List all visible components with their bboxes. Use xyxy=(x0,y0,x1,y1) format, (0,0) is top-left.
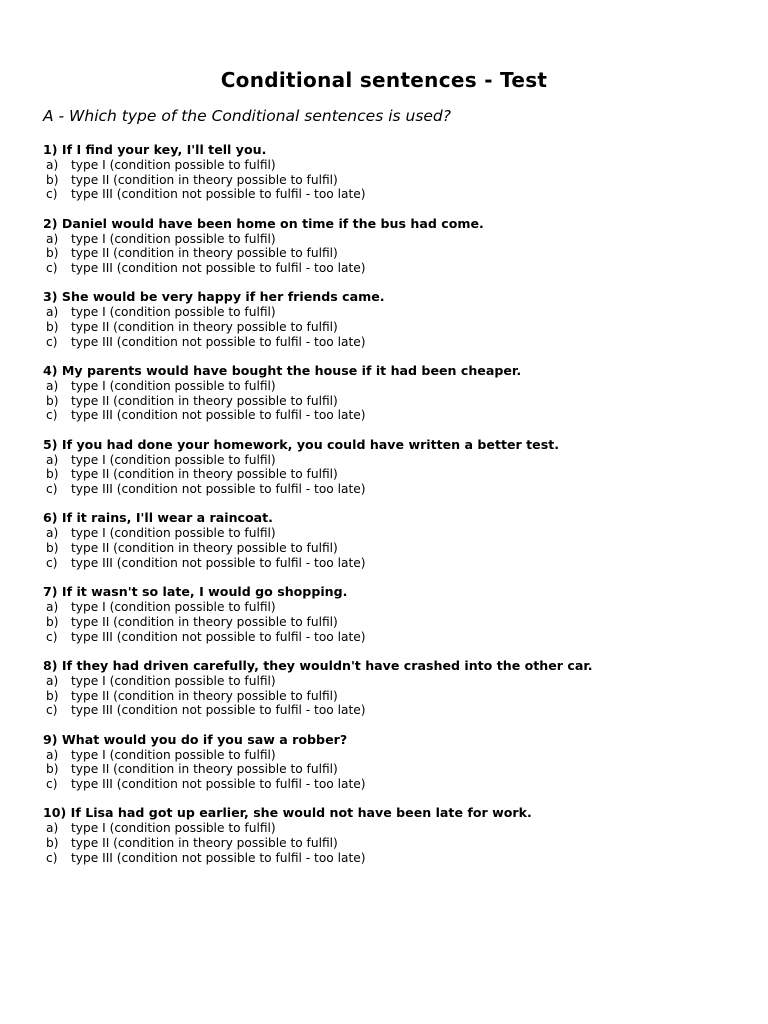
question-text: 7) If it wasn't so late, I would go shopping. xyxy=(43,584,348,600)
question-5 xyxy=(43,437,743,511)
option-text: type I (condition possible to fulfil) xyxy=(71,379,276,394)
option-letter: b) xyxy=(46,762,59,777)
option-letter: a) xyxy=(46,158,59,172)
option-letter: a) xyxy=(46,600,59,615)
option-letter: a) xyxy=(46,452,59,467)
option-text: type II (condition in theory possible to fulfil) xyxy=(71,688,338,703)
option-text: type I (condition possible to fulfil) xyxy=(71,305,276,320)
option-text: type II (condition in theory possible to fulfil) xyxy=(71,320,338,335)
question-text: 1) If I find your key, I'll tell you. xyxy=(43,142,267,157)
option-a[interactable] xyxy=(43,305,743,320)
option-letter: c) xyxy=(46,408,58,423)
option-b[interactable] xyxy=(43,173,743,188)
page-title: Conditional sentences - Test xyxy=(220,68,548,92)
question-2 xyxy=(43,216,743,290)
option-letter: b) xyxy=(46,246,59,261)
option-letter: c) xyxy=(46,703,58,718)
option-text: type I (condition possible to fulfil) xyxy=(71,747,276,762)
question-text: 10) If Lisa had got up earlier, she would not have been late for work. xyxy=(43,805,532,821)
option-b[interactable] xyxy=(43,320,743,335)
option-letter: c) xyxy=(46,261,58,276)
option-c[interactable] xyxy=(43,851,743,866)
option-letter: b) xyxy=(46,393,59,408)
option-letter: b) xyxy=(46,172,59,187)
question-list xyxy=(43,142,743,879)
option-letter: a) xyxy=(46,747,59,762)
option-c[interactable] xyxy=(43,630,743,645)
question-1 xyxy=(43,142,743,216)
option-text: type I (condition possible to fulfil) xyxy=(71,526,276,541)
question-text: 8) If they had driven carefully, they wouldn't have crashed into the other car. xyxy=(43,657,593,673)
option-text: type II (condition in theory possible to fulfil) xyxy=(71,614,338,629)
question-3 xyxy=(43,289,743,363)
option-letter: b) xyxy=(46,320,59,335)
option-letter: c) xyxy=(46,187,58,202)
option-text: type II (condition in theory possible to fulfil) xyxy=(71,835,338,850)
option-text: type III (condition not possible to fulfil - too late) xyxy=(71,261,366,276)
option-b[interactable] xyxy=(43,689,743,704)
question-text: 4) My parents would have bought the house if it had been cheaper. xyxy=(43,363,522,379)
option-letter: c) xyxy=(46,555,58,570)
option-a[interactable] xyxy=(43,379,743,394)
option-c[interactable] xyxy=(43,261,743,276)
option-text: type III (condition not possible to fulfil - too late) xyxy=(71,334,366,349)
question-text: 2) Daniel would have been home on time if the bus had come. xyxy=(43,215,484,231)
option-text: type I (condition possible to fulfil) xyxy=(71,452,276,467)
option-c[interactable] xyxy=(43,482,743,497)
option-b[interactable] xyxy=(43,836,743,851)
option-a[interactable] xyxy=(43,453,743,468)
option-b[interactable] xyxy=(43,615,743,630)
question-7 xyxy=(43,584,743,658)
option-c[interactable] xyxy=(43,703,743,718)
option-text: type III (condition not possible to fulfil - too late) xyxy=(71,776,366,791)
option-a[interactable] xyxy=(43,526,743,541)
option-text: type I (condition possible to fulfil) xyxy=(71,600,276,615)
option-letter: b) xyxy=(46,688,59,703)
option-b[interactable] xyxy=(43,762,743,777)
section-heading: A - Which type of the Conditional sentences is used? xyxy=(43,107,452,125)
option-letter: c) xyxy=(46,776,58,791)
option-text: type II (condition in theory possible to fulfil) xyxy=(71,246,338,261)
option-letter: c) xyxy=(46,334,58,349)
option-text: type III (condition not possible to fulfil - too late) xyxy=(71,482,366,497)
question-text: 9) What would you do if you saw a robber? xyxy=(43,731,348,747)
option-letter: b) xyxy=(46,614,59,629)
question-text: 6) If it rains, I'll wear a raincoat. xyxy=(43,510,273,526)
question-text: 5) If you had done your homework, you could have written a better test. xyxy=(43,436,560,452)
option-b[interactable] xyxy=(43,246,743,261)
option-letter: a) xyxy=(46,305,59,320)
option-letter: c) xyxy=(46,850,58,865)
option-letter: b) xyxy=(46,541,59,556)
option-text: type III (condition not possible to fulfil - too late) xyxy=(71,629,366,644)
option-letter: c) xyxy=(46,629,58,644)
option-a[interactable] xyxy=(43,600,743,615)
option-letter: a) xyxy=(46,673,59,688)
option-letter: c) xyxy=(46,482,58,497)
option-b[interactable] xyxy=(43,467,743,482)
option-c[interactable] xyxy=(43,335,743,350)
option-text: type II (condition in theory possible to fulfil) xyxy=(71,762,338,777)
option-letter: a) xyxy=(46,526,59,541)
option-text: type III (condition not possible to fulfil - too late) xyxy=(71,703,366,718)
option-text: type III (condition not possible to fulfil - too late) xyxy=(71,555,366,570)
option-a[interactable] xyxy=(43,232,743,247)
question-9 xyxy=(43,732,743,806)
question-8 xyxy=(43,658,743,732)
option-text: type II (condition in theory possible to fulfil) xyxy=(71,541,338,556)
question-10 xyxy=(43,805,743,879)
option-b[interactable] xyxy=(43,541,743,556)
option-letter: b) xyxy=(46,467,59,482)
option-letter: a) xyxy=(46,821,59,836)
option-a[interactable] xyxy=(43,748,743,763)
option-letter: b) xyxy=(46,835,59,850)
option-a[interactable] xyxy=(43,158,743,173)
question-text: 3) She would be very happy if her friends came. xyxy=(43,289,385,305)
option-b[interactable] xyxy=(43,394,743,409)
option-text: type II (condition in theory possible to fulfil) xyxy=(71,172,338,187)
option-text: type II (condition in theory possible to fulfil) xyxy=(71,467,338,482)
option-letter: a) xyxy=(46,379,59,394)
option-letter: a) xyxy=(46,231,59,246)
option-text: type III (condition not possible to fulfil - too late) xyxy=(71,408,366,423)
option-c[interactable] xyxy=(43,777,743,792)
option-text: type I (condition possible to fulfil) xyxy=(71,158,276,172)
option-c[interactable] xyxy=(43,408,743,423)
option-text: type III (condition not possible to fulfil - too late) xyxy=(71,850,366,865)
option-a[interactable] xyxy=(43,674,743,689)
option-text: type I (condition possible to fulfil) xyxy=(71,821,276,836)
question-4 xyxy=(43,363,743,437)
option-text: type III (condition not possible to fulfil - too late) xyxy=(71,187,366,202)
option-text: type I (condition possible to fulfil) xyxy=(71,231,276,246)
option-c[interactable] xyxy=(43,187,743,202)
question-6 xyxy=(43,510,743,584)
option-text: type I (condition possible to fulfil) xyxy=(71,673,276,688)
option-a[interactable] xyxy=(43,821,743,836)
option-c[interactable] xyxy=(43,556,743,571)
option-text: type II (condition in theory possible to fulfil) xyxy=(71,393,338,408)
